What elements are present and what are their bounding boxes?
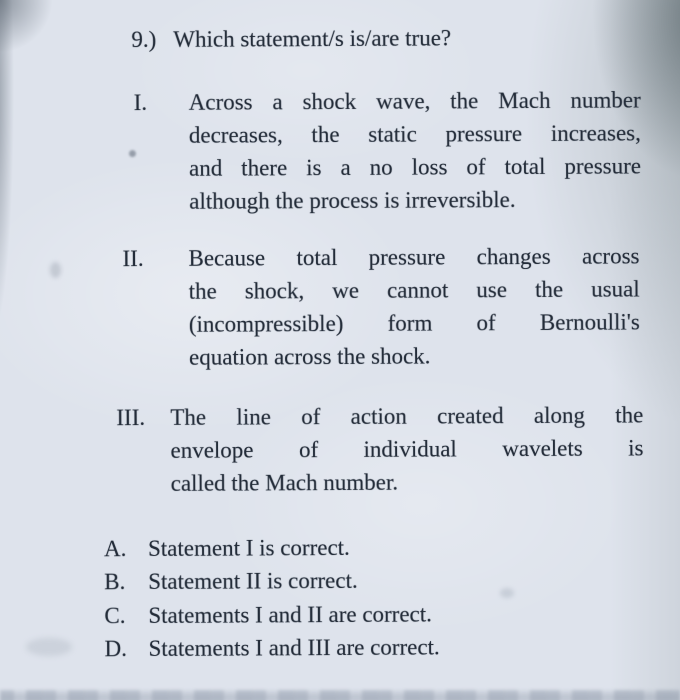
question-line xyxy=(131,25,451,53)
statement-text-line: and there is a no loss of total pressure xyxy=(188,153,642,181)
statement-numeral: I. xyxy=(133,90,148,116)
option-item-c xyxy=(104,597,439,632)
paper-smudge xyxy=(26,638,72,656)
statement-item-2 xyxy=(0,239,679,370)
option-item-b xyxy=(104,564,439,599)
statement-item-1 xyxy=(0,83,679,214)
statement-text-line: (incompressible) form of Bernoulli's xyxy=(188,309,640,337)
option-letter: A. xyxy=(103,536,127,562)
statement-numeral: II. xyxy=(122,246,144,272)
statement-item-3 xyxy=(0,398,680,496)
option-text: Statements I and II are correct. xyxy=(148,601,432,628)
ink-smudge xyxy=(129,150,136,157)
option-letter: D. xyxy=(104,636,128,662)
statement-numeral: III. xyxy=(116,405,146,431)
question-number: 9.) xyxy=(131,26,157,53)
statement-text-line: Across a shock wave, the Mach number xyxy=(188,87,641,115)
statement-text xyxy=(189,83,642,217)
option-item-a xyxy=(104,530,439,565)
statement-text-line: called the Mach number. xyxy=(170,469,399,496)
question-text: Which statement/s is/are true? xyxy=(173,25,452,52)
statement-text-line: The line of action created along the xyxy=(170,402,644,430)
paper-smudge xyxy=(50,262,61,278)
statement-text-line: decreases, the static pressure increases, xyxy=(188,120,641,148)
option-letter: B. xyxy=(104,569,126,595)
option-text: Statement I is correct. xyxy=(147,534,350,562)
options-list xyxy=(104,530,440,665)
statement-text-line: equation across the shock. xyxy=(188,343,431,370)
next-line-blur-band xyxy=(0,690,680,700)
option-text: Statements I and III are correct. xyxy=(148,634,440,662)
statement-text-line: although the process is irreversible. xyxy=(189,187,516,214)
option-item-d xyxy=(104,631,439,666)
paper-smudge xyxy=(500,588,514,598)
statement-text-line: envelope of individual wavelets is xyxy=(170,435,644,463)
statement-text xyxy=(188,239,640,373)
option-letter: C. xyxy=(104,602,126,629)
statement-text-line: Because total pressure changes across xyxy=(188,243,640,271)
statement-text xyxy=(170,398,644,499)
statement-text-line: the shock, we cannot use the usual xyxy=(188,276,640,304)
option-text: Statement II is correct. xyxy=(148,568,358,595)
